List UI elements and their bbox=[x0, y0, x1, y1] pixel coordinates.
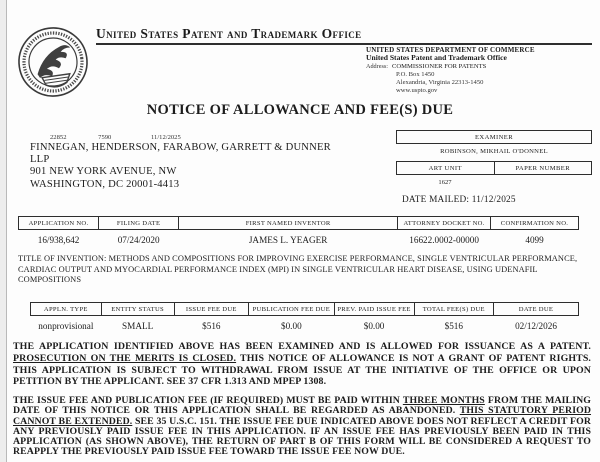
addressee-name-2: LLP bbox=[30, 154, 50, 166]
paper-number-label-box: PAPER NUMBER bbox=[495, 161, 593, 175]
column-header: ISSUE FEE DUE bbox=[174, 303, 249, 316]
examiner-block bbox=[396, 130, 592, 205]
examiner-label-box: EXAMINER bbox=[396, 130, 592, 144]
document-title: NOTICE OF ALLOWANCE AND FEE(S) DUE bbox=[146, 102, 454, 118]
column-header: APPLICATION NO. bbox=[19, 217, 99, 230]
examiner-name: ROBINSON, MIKHAIL O'DONNEL bbox=[440, 148, 548, 155]
commissioner-line: COMMISSIONER FOR PATENTS bbox=[392, 63, 487, 70]
mailing-date: 11/12/2025 bbox=[150, 134, 181, 141]
filing-date-value: 07/24/2020 bbox=[117, 235, 160, 245]
allowance-statement-paragraph: THE APPLICATION IDENTIFIED ABOVE HAS BEEN EXAMINED AND IS ALLOWED FOR ISSUANCE AS A PATENT. PROSECUTION ON THE MERITS IS CLOSED. THIS NOTICE OF ALLOWANCE IS NOT A GRANT OF PATENT RIGHTS. THIS APPLICATION IS SUBJECT TO WITHDRAWAL FROM ISSUE AT THE INITIATIVE OF THE OFFICE OR UPON PETITION BY THE APPLICANT. SEE 37 CFR 1.313 AND MPEP 1308. bbox=[13, 341, 591, 388]
entity-status-value: SMALL bbox=[122, 321, 154, 331]
art-unit-label-box: ART UNIT bbox=[396, 161, 495, 175]
column-header: ATTORNEY DOCKET NO. bbox=[398, 217, 491, 230]
title-of-invention: TITLE OF INVENTION: METHODS AND COMPOSITIONS FOR IMPROVING EXERCISE PERFORMANCE, SINGLE VENTRICULAR PERFORMANCE, CARDIAC OUTPUT AND MYOCARDIAL PERFORMANCE INDEX (MPI) IN SINGLE VENTRICULAR HEART DISEASE, USING UDENAFIL COMPOSITIONS bbox=[18, 254, 578, 285]
column-header: CONFIRMATION NO. bbox=[491, 217, 579, 230]
publication-fee-due-value: $0.00 bbox=[280, 321, 302, 331]
application-info-table bbox=[18, 216, 579, 246]
mailing-meta-row bbox=[30, 134, 360, 141]
scan-edge-line bbox=[6, 0, 7, 462]
column-header: TOTAL FEE(S) DUE bbox=[414, 303, 493, 316]
office-name-heading: United States Patent and Trademark Office bbox=[96, 26, 362, 41]
prev-paid-issue-fee-value: $0.00 bbox=[363, 321, 385, 331]
fee-table-value-row bbox=[31, 316, 579, 333]
confirmation-no-value: 4099 bbox=[525, 235, 544, 245]
first-named-inventor-value: JAMES L. YEAGER bbox=[248, 235, 328, 245]
application-table-header-row bbox=[19, 217, 579, 230]
addressee-name: FINNEGAN, HENDERSON, FARABOW, GARRETT & DUNNER bbox=[30, 142, 331, 153]
address-label: Address: bbox=[366, 63, 388, 70]
fee-payment-instructions-paragraph: THE ISSUE FEE AND PUBLICATION FEE (IF REQUIRED) MUST BE PAID WITHIN THREE MONTHS FROM THE MAILING DATE OF THIS NOTICE OR THIS APPLICATION SHALL BE REGARDED AS ABANDONED. THIS STATUTORY PERIOD CANNOT BE EXTENDED. SEE 35 U.S.C. 151. THE ISSUE FEE DUE INDICATED ABOVE DOES NOT REFLECT A CREDIT FOR ANY PREVIOUSLY PAID ISSUE FEE IN THIS APPLICATION. IF AN ISSUE FEE HAS PREVIOUSLY BEEN PAID IN THIS APPLICATION (AS SHOWN ABOVE), THE RETURN OF PART B OF THIS FORM WILL BE CONSIDERED A REQUEST TO REAPPLY THE PREVIOUSLY PAID ISSUE FEE TOWARD THE ISSUE FEE NOW DUE. bbox=[13, 395, 592, 458]
appln-type-value: nonprovisional bbox=[38, 321, 94, 331]
application-table-value-row bbox=[19, 230, 579, 247]
date-mailed: DATE MAILED: 11/12/2025 bbox=[402, 195, 516, 205]
date-due-value: 02/12/2026 bbox=[515, 321, 557, 331]
customer-number: 22852 bbox=[50, 134, 67, 141]
header-divider bbox=[96, 43, 592, 45]
uspto-seal-icon bbox=[16, 24, 90, 100]
fee-summary-table bbox=[30, 302, 579, 332]
city-line: Alexandria, Virginia 22313-1450 bbox=[396, 79, 484, 86]
column-header: FIRST NAMED INVENTOR bbox=[179, 217, 398, 230]
addressee-city: WASHINGTON, DC 20001-4413 bbox=[30, 178, 180, 190]
paper-number-value bbox=[494, 179, 592, 186]
column-header: FILING DATE bbox=[99, 217, 179, 230]
form-number: 7590 bbox=[98, 134, 112, 141]
po-box-line: P.O. Box 1450 bbox=[396, 71, 435, 78]
application-no-value: 16/938,642 bbox=[37, 235, 80, 245]
column-header: PUBLICATION FEE DUE bbox=[249, 303, 334, 316]
total-fees-due-value: $516 bbox=[444, 321, 463, 331]
column-header: APPLN. TYPE bbox=[31, 303, 102, 316]
website-line: www.uspto.gov bbox=[396, 87, 438, 94]
correspondence-address-block bbox=[30, 134, 360, 191]
department-address-block bbox=[366, 46, 535, 95]
fee-table-header-row bbox=[31, 303, 579, 316]
attorney-docket-no-value: 16622.0002-00000 bbox=[409, 235, 479, 245]
addressee-street: 901 NEW YORK AVENUE, NW bbox=[30, 166, 177, 178]
column-header: DATE DUE bbox=[494, 303, 579, 316]
office-line: United States Patent and Trademark Office bbox=[366, 53, 507, 62]
column-header: ENTITY STATUS bbox=[101, 303, 174, 316]
column-header: PREV. PAID ISSUE FEE bbox=[334, 303, 414, 316]
issue-fee-due-value: $516 bbox=[202, 321, 221, 331]
art-unit-value: 1627 bbox=[438, 179, 452, 186]
department-line: UNITED STATES DEPARTMENT OF COMMERCE bbox=[366, 46, 535, 54]
